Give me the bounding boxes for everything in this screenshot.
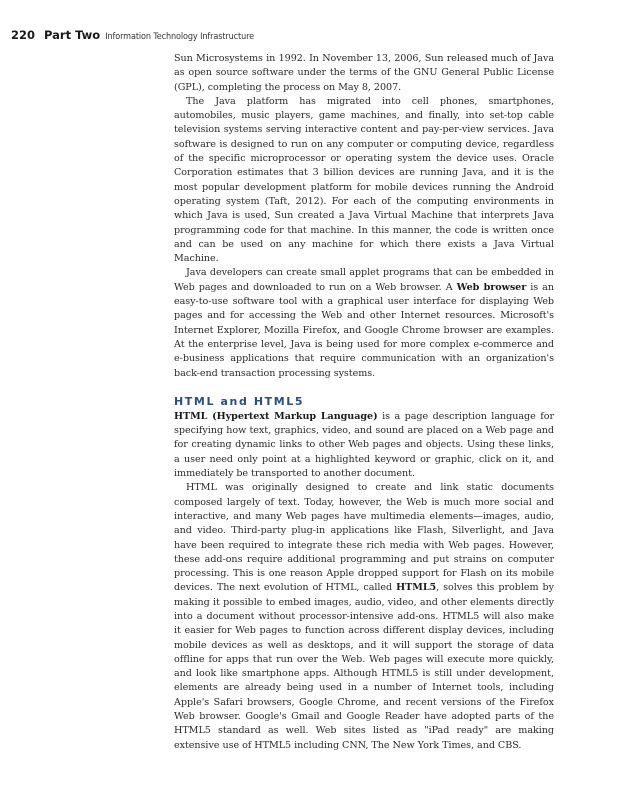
paragraph-java-history: Sun Microsystems in 1992. In November 13, 2006, Sun released much of Java as open source software under the terms of the GNU General Public License (GPL), completing the process on May 8, 2007. [174, 53, 554, 93]
paragraph-text: is a page description language for specifying how text, graphics, video, and sound are placed on a Web page and for creating dynamic links to other Web pages and objects. Using these links, a user need only point at a highlighted keyword or graphic, click on it, and immediately be transported to another document. [174, 410, 554, 480]
paragraph-text: Java developers can create small applet programs that can be embedded in Web pages and downloaded to run on a Web browser. A [174, 267, 554, 293]
paragraph-web-browser [174, 266, 554, 380]
part-title: Information Technology Infrastructure [105, 32, 255, 42]
paragraph-text: , solves this problem by making it possible to embed images, audio, video, and other elements directly into a document without processor-intensive add-ons. HTML5 will also make it easier for Web pages to function across different display devices, including mobile devices as well as desktops, and it will support the storage of data offline for apps that run over the Web. Web pages will execute more quickly, and look like smartphone apps. Although HTML5 is still under development, elements are already being used in a number of Internet tools, including Apple's Safari browsers, Google Chrome, and recent versions of the Firefox Web browser. Google's Gmail and Google Reader have adopted parts of the HTML5 standard as well. Web sites listed as "iPad ready" are making extensive use of HTML5 including CNN, The New York Times, and CBS. [174, 582, 554, 751]
body-text [174, 52, 554, 753]
key-term-html5: HTML5 [396, 582, 437, 594]
page-number: 220 [11, 28, 36, 42]
paragraph-text: is an easy-to-use software tool with a graphical user interface for displaying Web pages and for accessing the Web and other Internet resources. Microsoft's Internet Explorer, Mozilla Firefox, and Google Chrome browser are examples. At the enterprise level, Java is being used for more complex e-commerce and e-business applications that require communication with an organization's back-end transaction processing systems. [174, 281, 554, 379]
paragraph-text: HTML was originally designed to create and link static documents composed largely of text. Today, however, the Web is much more social and interactive, and many Web pages have multimedia elements—images, audio, and video. Third-party plug-in applications like Flash, Silverlight, and Java have been required to integrate these rich media with Web pages. However, these add-ons require additional programming and put strains on computer processing. This is one reason Apple dropped support for Flash on its mobile devices. The next evolution of HTML, called [174, 482, 554, 594]
key-term-web-browser: Web browser [456, 281, 527, 293]
paragraph-html5 [174, 481, 554, 753]
running-head [11, 28, 254, 42]
section-heading: HTML and HTML5 [174, 394, 305, 408]
key-term-html: HTML (Hypertext Markup Language) [174, 410, 378, 422]
paragraph-html-definition [174, 410, 554, 481]
paragraph-java-platform: The Java platform has migrated into cell phones, smartphones, automobiles, music players, game machines, and finally, into set-top cable television systems serving interactive content and pay-per-view services. Java software is designed to run on any computer or computing device, regardless of the specific microprocessor or operating system the device uses. Oracle Corporation estimates that 3 billion devices are running Java, and it is the most popular development platform for mobile devices running the Android operating system (Taft, 2012). For each of the computing environments in which Java is used, Sun created a Java Virtual Machine that interprets Java programming code for that machine. In this manner, the code is written once and can be used on any machine for which there exists a Java Virtual Machine. [174, 95, 554, 265]
part-label: Part Two [44, 28, 101, 42]
